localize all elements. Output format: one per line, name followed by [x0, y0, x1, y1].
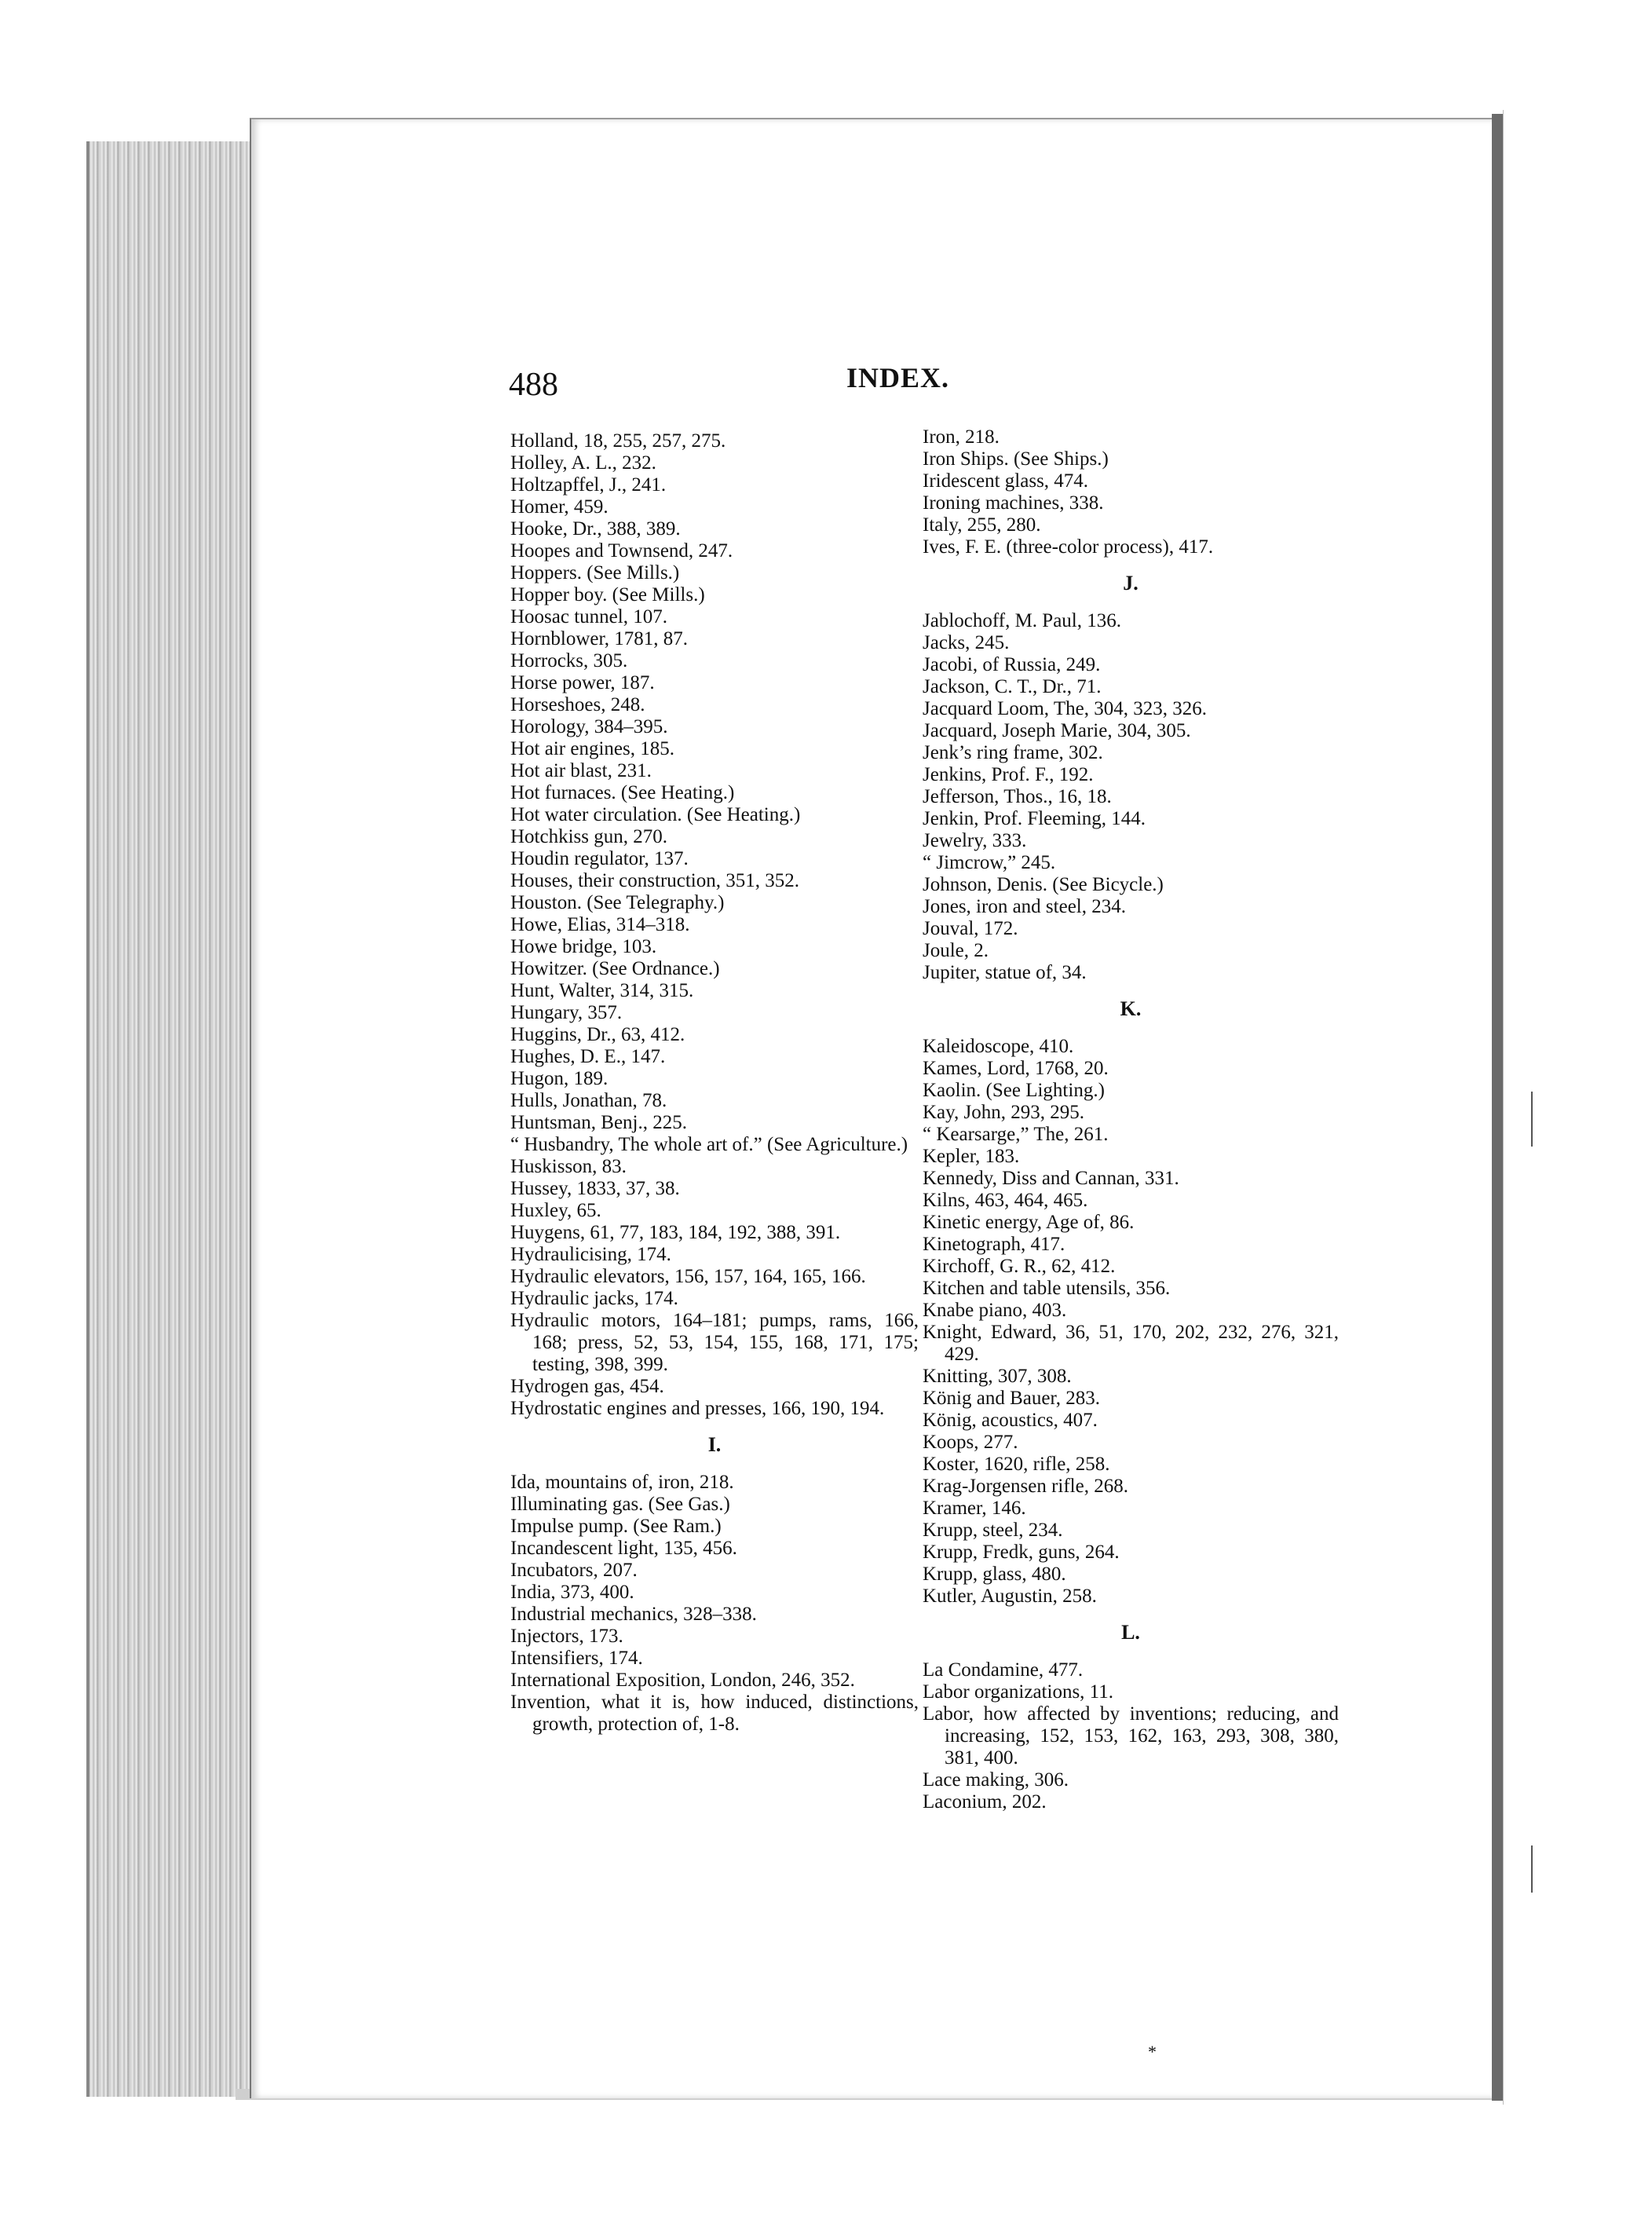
index-entry: Hydraulic motors, 164–181; pumps, rams, 166, 168; press, 52, 53, 154, 155, 168, 171, 175; testing, 398, 399.: [510, 1310, 919, 1375]
index-entry: Howitzer. (See Ordnance.): [510, 958, 720, 979]
index-entry: Kames, Lord, 1768, 20.: [923, 1058, 1109, 1079]
index-entry: Incubators, 207.: [510, 1560, 638, 1581]
index-entry: Knitting, 307, 308.: [923, 1366, 1072, 1387]
index-entry: Hydraulicising, 174.: [510, 1244, 671, 1265]
index-entry: “ Husbandry, The whole art of.” (See Agriculture.): [510, 1134, 908, 1155]
index-entry: Joule, 2.: [923, 940, 989, 961]
index-entry: “ Kearsarge,” The, 261.: [923, 1124, 1109, 1145]
index-entry: Krag-Jorgensen rifle, 268.: [923, 1476, 1128, 1497]
index-entry: “ Jimcrow,” 245.: [923, 852, 1056, 873]
index-entry: Hussey, 1833, 37, 38.: [510, 1178, 680, 1199]
index-entry: Houston. (See Telegraphy.): [510, 892, 725, 913]
index-entry: Hot air engines, 185.: [510, 738, 674, 759]
index-entry: Illuminating gas. (See Gas.): [510, 1494, 730, 1515]
index-entry: Horse power, 187.: [510, 672, 655, 693]
index-entry: Holtzapffel, J., 241.: [510, 474, 667, 496]
index-entry: Ida, mountains of, iron, 218.: [510, 1472, 734, 1493]
index-entry: Industrial mechanics, 328–338.: [510, 1604, 757, 1625]
index-entry: Kilns, 463, 464, 465.: [923, 1190, 1088, 1211]
index-entry: Hotchkiss gun, 270.: [510, 826, 667, 847]
index-entry: König, acoustics, 407.: [923, 1410, 1098, 1431]
index-entry: Iron Ships. (See Ships.): [923, 448, 1109, 470]
index-entry: Ives, F. E. (three-color process), 417.: [923, 536, 1214, 558]
index-entry: Hopper boy. (See Mills.): [510, 584, 705, 605]
index-entry: Hooke, Dr., 388, 389.: [510, 518, 681, 540]
index-entry: Italy, 255, 280.: [923, 514, 1041, 536]
index-entry: La Condamine, 477.: [923, 1659, 1084, 1681]
index-entry: Horrocks, 305.: [510, 650, 628, 671]
index-entry: Krupp, steel, 234.: [923, 1520, 1063, 1541]
index-entry: Horseshoes, 248.: [510, 694, 645, 715]
index-entry: Hot water circulation. (See Heating.): [510, 804, 801, 825]
index-entry: Houses, their construction, 351, 352.: [510, 870, 800, 891]
index-entry: Kutler, Augustin, 258.: [923, 1586, 1097, 1607]
index-entry: India, 373, 400.: [510, 1582, 634, 1603]
index-entry: Krupp, glass, 480.: [923, 1564, 1066, 1585]
index-entries-i-cont: [923, 426, 1339, 558]
index-entry: König and Bauer, 283.: [923, 1388, 1101, 1409]
index-entries-j: [923, 610, 1339, 984]
index-entry: Jenk’s ring frame, 302.: [923, 742, 1103, 763]
index-entry: Howe, Elias, 314–318.: [510, 914, 690, 935]
index-entry: Invention, what it is, how induced, distinctions, growth, protection of, 1-8.: [510, 1692, 919, 1735]
index-entry: Kay, John, 293, 295.: [923, 1102, 1085, 1123]
index-entry: Jablochoff, M. Paul, 136.: [923, 610, 1121, 631]
footer-mark: *: [1148, 2042, 1157, 2061]
index-entry: Holland, 18, 255, 257, 275.: [510, 430, 726, 452]
index-entry: Kramer, 146.: [923, 1498, 1026, 1519]
index-entry: Hunt, Walter, 314, 315.: [510, 980, 694, 1001]
index-entry: Jouval, 172.: [923, 918, 1018, 939]
index-entry: Kitchen and table utensils, 356.: [923, 1278, 1171, 1299]
index-entry: Jacobi, of Russia, 249.: [923, 654, 1101, 675]
index-entry: Ironing machines, 338.: [923, 492, 1104, 514]
page-title: INDEX.: [846, 362, 950, 393]
index-entry: Jacks, 245.: [923, 632, 1010, 653]
index-entry: Jacquard Loom, The, 304, 323, 326.: [923, 698, 1207, 719]
index-entry: Horology, 384–395.: [510, 716, 668, 737]
index-entry: Houdin regulator, 137.: [510, 848, 689, 869]
index-entry: Jewelry, 333.: [923, 830, 1027, 851]
index-entry: Kinetograph, 417.: [923, 1234, 1065, 1255]
index-entry: Hydrogen gas, 454.: [510, 1376, 664, 1397]
index-column-left: [510, 430, 919, 1736]
index-entry: Holley, A. L., 232.: [510, 452, 656, 474]
index-entry: Huggins, Dr., 63, 412.: [510, 1024, 685, 1045]
index-entry: Huntsman, Benj., 225.: [510, 1112, 687, 1133]
index-entry: Howe bridge, 103.: [510, 936, 657, 957]
index-entries-k: [923, 1036, 1339, 1608]
index-entry: Iridescent glass, 474.: [923, 470, 1089, 492]
index-entry: Incandescent light, 135, 456.: [510, 1538, 737, 1559]
index-entry: Jacquard, Joseph Marie, 304, 305.: [923, 720, 1191, 741]
index-entry: Knabe piano, 403.: [923, 1300, 1067, 1321]
facing-page: [1503, 110, 1652, 2105]
index-entry: Lace making, 306.: [923, 1769, 1069, 1791]
index-entries-l: [923, 1659, 1339, 1813]
index-entry: Knight, Edward, 36, 51, 170, 202, 232, 276, 321, 429.: [923, 1322, 1339, 1365]
index-entry: Jenkins, Prof. F., 192.: [923, 764, 1094, 785]
index-entry: Hydraulic jacks, 174.: [510, 1288, 678, 1309]
index-entry: Hugon, 189.: [510, 1068, 609, 1089]
facing-page-rule: [1531, 1845, 1533, 1893]
index-entry: Hydrostatic engines and presses, 166, 190, 194.: [510, 1398, 885, 1419]
index-entry: Iron, 218.: [923, 426, 1000, 448]
index-entry: Jenkin, Prof. Fleeming, 144.: [923, 808, 1146, 829]
index-entry: Johnson, Denis. (See Bicycle.): [923, 874, 1164, 895]
index-entry: Koops, 277.: [923, 1432, 1018, 1453]
index-entry: International Exposition, London, 246, 352.: [510, 1670, 855, 1691]
index-entry: Kirchoff, G. R., 62, 412.: [923, 1256, 1116, 1277]
index-entry: Hornblower, 1781, 87.: [510, 628, 689, 649]
index-entry: Koster, 1620, rifle, 258.: [923, 1454, 1110, 1475]
section-letter-j: J.: [1123, 572, 1138, 594]
facing-page-rule: [1531, 1092, 1533, 1147]
index-entry: Krupp, Fredk, guns, 264.: [923, 1542, 1120, 1563]
book-page-edges: [86, 141, 254, 2097]
index-entry: Hoppers. (See Mills.): [510, 562, 680, 583]
index-entry: Jones, iron and steel, 234.: [923, 896, 1126, 917]
index-entry: Hydraulic elevators, 156, 157, 164, 165, 166.: [510, 1266, 866, 1287]
section-letter-k: K.: [1120, 997, 1142, 1020]
index-entry: Kepler, 183.: [923, 1146, 1020, 1167]
index-entry: Hughes, D. E., 147.: [510, 1046, 666, 1067]
index-entry: Hoosac tunnel, 107.: [510, 606, 667, 627]
index-entry: Jackson, C. T., Dr., 71.: [923, 676, 1102, 697]
index-entry: Hot furnaces. (See Heating.): [510, 782, 735, 803]
index-entry: Jefferson, Thos., 16, 18.: [923, 786, 1112, 807]
index-entry: Kinetic energy, Age of, 86.: [923, 1212, 1135, 1233]
index-entry: Jupiter, statue of, 34.: [923, 962, 1087, 983]
index-entry: Labor, how affected by inventions; reducing, and increasing, 152, 153, 162, 163, 293, 308, 380, 381, 400.: [923, 1703, 1339, 1769]
index-entry: Hot air blast, 231.: [510, 760, 652, 781]
index-entry: Impulse pump. (See Ram.): [510, 1516, 722, 1537]
index-entry: Huxley, 65.: [510, 1200, 601, 1221]
index-entry: Homer, 459.: [510, 496, 609, 518]
index-entry: Kaleidoscope, 410.: [923, 1036, 1074, 1057]
index-column-right: [923, 426, 1339, 1813]
book-gutter: [1492, 114, 1503, 2101]
index-entry: Labor organizations, 11.: [923, 1681, 1113, 1703]
index-entries-h: [510, 430, 919, 1420]
index-entry: Kennedy, Diss and Cannan, 331.: [923, 1168, 1179, 1189]
index-entry: Hulls, Jonathan, 78.: [510, 1090, 667, 1111]
section-letter-l: L.: [1121, 1621, 1140, 1644]
index-entry: Laconium, 202.: [923, 1791, 1047, 1812]
page-number: 488: [509, 367, 558, 403]
index-entry: Kaolin. (See Lighting.): [923, 1080, 1105, 1101]
index-entry: Huygens, 61, 77, 183, 184, 192, 388, 391.: [510, 1222, 841, 1243]
index-entry: Injectors, 173.: [510, 1626, 623, 1647]
section-letter-i: I.: [707, 1433, 722, 1456]
index-entries-i: [510, 1472, 919, 1736]
index-entry: Intensifiers, 174.: [510, 1648, 643, 1669]
index-entry: Hoopes and Townsend, 247.: [510, 540, 733, 561]
index-entry: Hungary, 357.: [510, 1002, 623, 1023]
index-entry: Huskisson, 83.: [510, 1156, 627, 1177]
